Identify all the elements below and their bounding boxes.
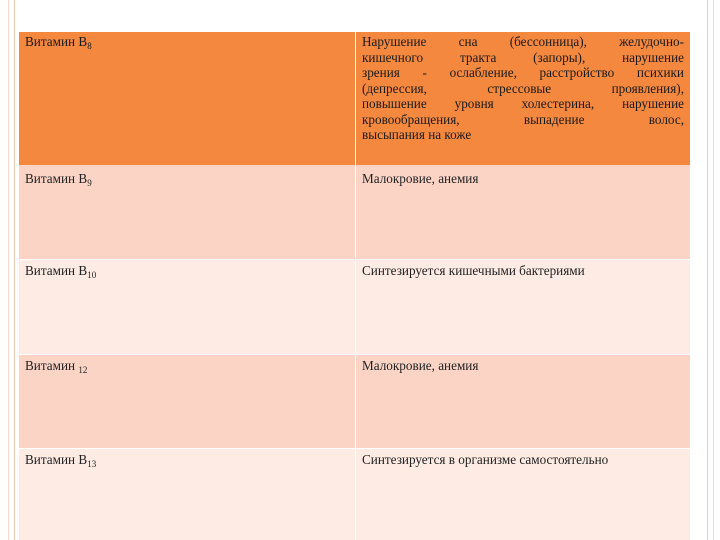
- table-row: [19, 165, 690, 259]
- vitamin-effect: Синтезируется в организме самостоятельно: [362, 452, 609, 467]
- effect-line: (депрессия, стрессовые проявления),: [362, 80, 684, 96]
- vitamin-effect-cell: [356, 449, 690, 540]
- vitamin-name: Витамин: [25, 358, 79, 373]
- vitamin-subscript: 9: [87, 178, 92, 188]
- effect-line: зрения - ослабление, расстройство психики: [362, 65, 684, 80]
- vitamin-subscript: 12: [78, 365, 88, 375]
- table-row: [19, 32, 690, 165]
- vitamin-name: Витамин В: [25, 263, 88, 278]
- vitamin-name-cell: [19, 260, 355, 354]
- vitamin-name-cell: [19, 449, 355, 540]
- vitamin-name: Витамин В: [25, 171, 88, 186]
- effect-line: Нарушение сна (бессонница), желудочно-: [362, 34, 684, 49]
- vitamin-subscript: 13: [87, 459, 97, 469]
- vitamin-subscript: 8: [87, 41, 92, 51]
- vitamin-effect: Синтезируется кишечными бактериями: [362, 263, 585, 278]
- vitamin-name-cell: [19, 355, 355, 448]
- effect-line: кровообращения, выпадение волос,: [362, 111, 684, 127]
- vitamin-effect-cell: [356, 355, 690, 448]
- table-row: [19, 260, 690, 354]
- vitamin-subscript: 10: [87, 270, 97, 280]
- vitamin-effect: Малокровие, анемия: [362, 358, 479, 373]
- vitamin-effect-cell: [356, 32, 690, 165]
- vitamin-effect-cell: [356, 260, 690, 354]
- effect-line: кишечного тракта (запоры), нарушение: [362, 49, 684, 65]
- effect-line: повышение уровня холестерина, нарушение: [362, 96, 684, 111]
- table-row: [19, 449, 690, 540]
- vitamin-name-cell: [19, 32, 355, 165]
- table-row: [19, 355, 690, 448]
- vitamin-name: Витамин В: [25, 452, 88, 467]
- vitamin-name: Витамин В: [25, 34, 88, 49]
- vitamin-name-cell: [19, 165, 355, 259]
- vitamin-effect-cell: [356, 165, 690, 259]
- vitamin-effect: Малокровие, анемия: [362, 171, 479, 186]
- effect-line: высыпания на коже: [362, 127, 472, 142]
- vitamin-table: [19, 32, 690, 540]
